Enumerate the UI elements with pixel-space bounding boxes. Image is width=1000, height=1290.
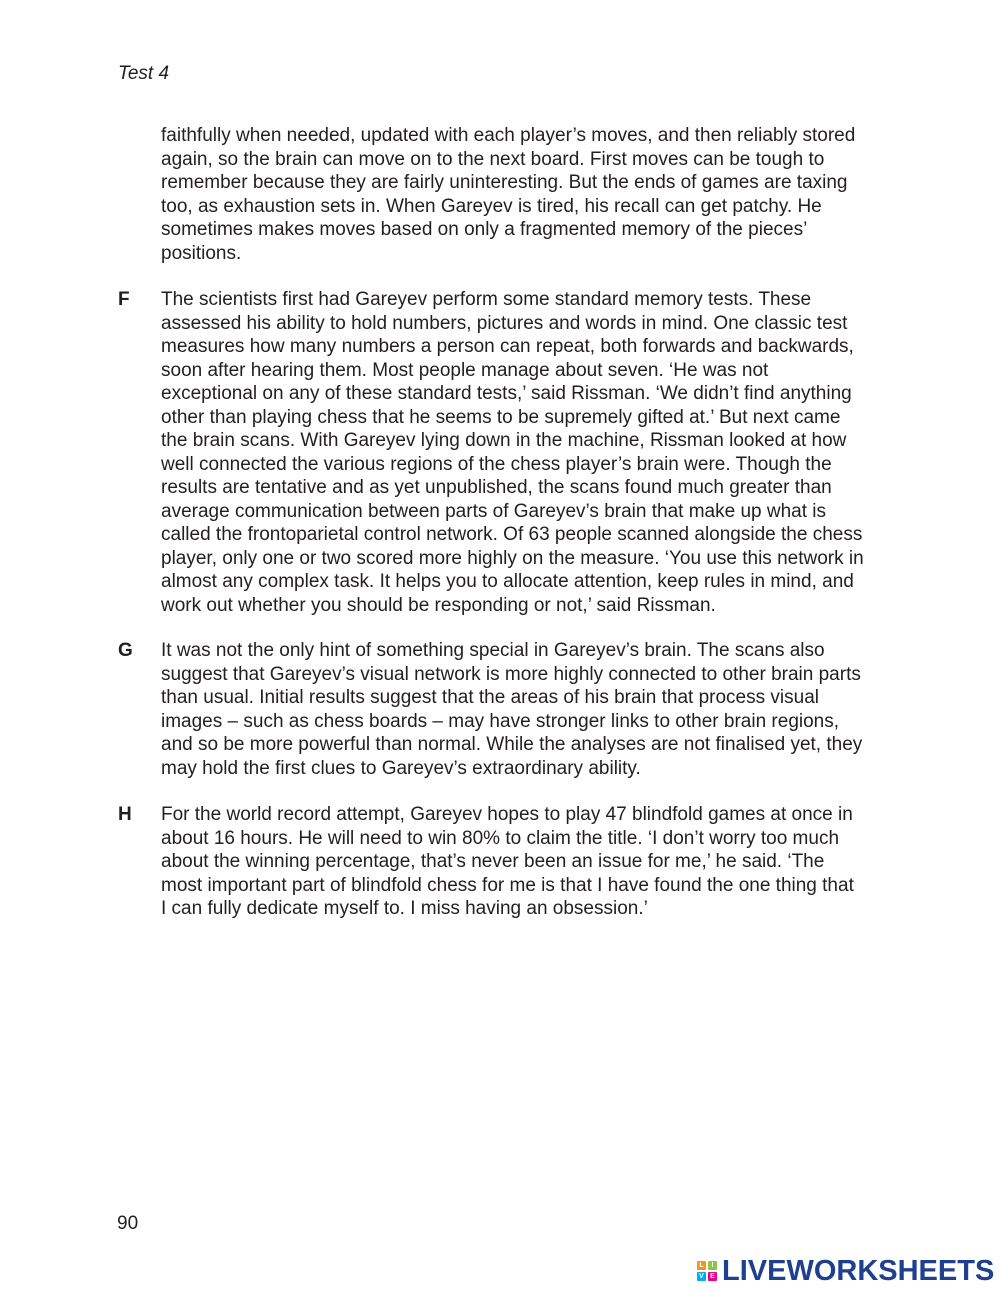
- paragraph-letter-h: H: [118, 804, 132, 825]
- paragraph-continuation: [118, 124, 908, 265]
- paragraph-f: [118, 288, 908, 617]
- paragraph-text: faithfully when needed, updated with each player’s moves, and then reliably stored again, so the brain can move on to the next board. First moves can be tough to remember because they are fairly uninteresting. But the ends of games are taxing too, as exhaustion sets in. When Gareyev is tired, his recall can get patchy. He sometimes makes moves based on only a fragmented memory of the pieces’ positions.: [161, 125, 856, 264]
- paragraph-text-h: For the world record attempt, Gareyev hopes to play 47 blindfold games at once in about 16 hours. He will need to win 80% to claim the title. ‘I don’t worry too much about the winning percentage, that’s never been an issue for me,’ he said. ‘The most important part of blindfold chess for me is that I have found the one thing that I can fully dedicate myself to. I miss having an obsession.’: [161, 804, 854, 919]
- paragraph-h: [118, 803, 908, 921]
- logo-tile: L: [697, 1261, 706, 1270]
- paragraph-letter-f: F: [118, 289, 130, 310]
- running-header: Test 4: [118, 63, 170, 84]
- liveworksheets-logo[interactable]: [697, 1256, 994, 1286]
- paragraph-letter-g: G: [118, 640, 133, 661]
- brand-text: LIVEWORKSHEETS: [722, 1255, 995, 1287]
- paragraph-g: [118, 639, 908, 780]
- logo-tiles-icon: [697, 1261, 717, 1281]
- page-number: 90: [117, 1213, 139, 1234]
- logo-tile: E: [708, 1272, 717, 1281]
- logo-tile: V: [697, 1272, 706, 1281]
- paragraph-text-f: The scientists first had Gareyev perform some standard memory tests. These assessed his ability to hold numbers, pictures and words in mind. One classic test measures how many numbers a person can repeat, both forwards and backwards, soon after hearing them. Most people manage about seven. ‘He was not exceptional on any of these standard tests,’ said Rissman. ‘We didn’t find anything other than playing chess that he seems to be supremely gifted at.’ But next came the brain scans. With Gareyev lying down in the machine, Rissman looked at how well connected the various regions of the chess player’s brain were. Though the results are tentative and as yet unpublished, the scans found much greater than average communication between parts of Gareyev’s brain that make up what is called the frontoparietal control network. Of 63 people scanned alongside the chess player, only one or two scored more highly on the measure. ‘You use this network in almost any complex task. It helps you to allocate attention, keep rules in mind, and work out whether you should be responding or not,’ said Rissman.: [161, 289, 864, 616]
- logo-tile: I: [708, 1261, 717, 1270]
- paragraph-text-g: It was not the only hint of something special in Gareyev’s brain. The scans also suggest that Gareyev’s visual network is more highly connected to other brain parts than usual. Initial results suggest that the areas of his brain that process visual images – such as chess boards – may have stronger links to other brain regions, and so be more powerful than normal. While the analyses are not finalised yet, they may hold the first clues to Gareyev’s extraordinary ability.: [161, 640, 863, 779]
